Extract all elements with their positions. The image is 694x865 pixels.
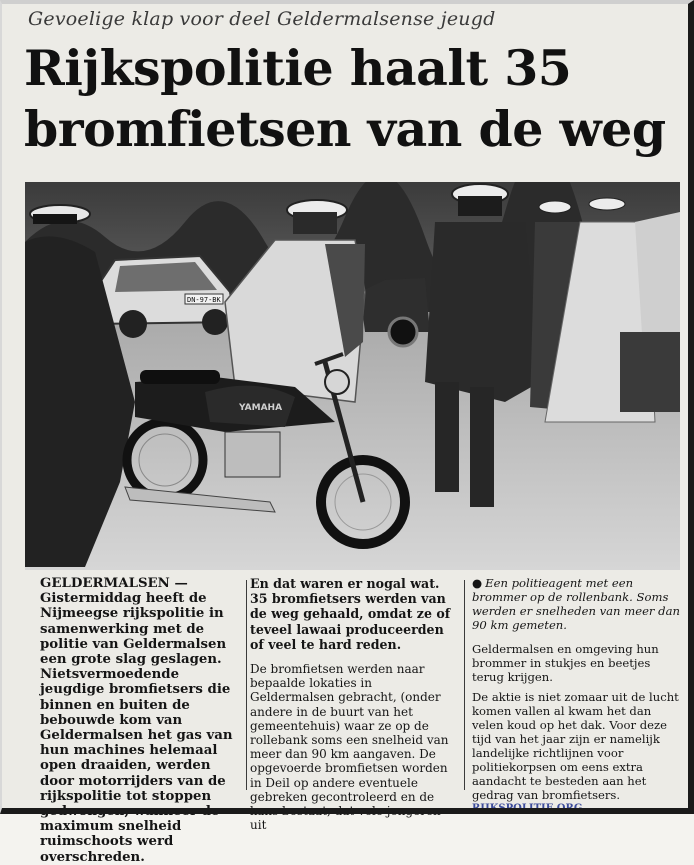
caption-marker: ● — [472, 576, 483, 590]
moped-brand-label: YAMAHA — [239, 403, 283, 413]
column-2-body: De bromfietsen werden naar bepaalde lokaties in Geldermalsen gebracht, (onder andere in de buurt van het gemeentehuis) waar ze op de rollebank soms een snelheid van meer dan 90 km aangaven. De opgevoerde bromfietsen worden in Deil op andere eventuele gebreken gecontroleerd en de kans bestaat, dat vele jongeren uit — [250, 662, 449, 833]
car-plate: DN-97-BK — [187, 296, 221, 304]
caption-text: Een politieagent met een brommer op de rollenbank. Soms werden er snelheden van meer dan 90 km gemeten. — [472, 576, 680, 632]
lead-paragraph: GELDERMALSEN — Gistermiddag heeft de Nijmeegse rijkspolitie in samenwerking met de politie van Geldermalsen een grote slag geslagen. Nietsvermoedende jeugdige bromfietsers die binnen en buiten de bebouwde kom van Geldermalsen het gas van hun machines helemaal open draaiden, werden door motorrijders van de rijkspolitie tot stoppen gedwongen, wanneer de maximum snelheid ruimschoots werd overschreden. — [40, 576, 233, 865]
column-3-paragraph-2: De aktie is niet zomaar uit de lucht komen vallen al kwam het dan velen koud op het dak. Voor deze tijd van het jaar zijn er namelijk landelijke richtlijnen voor politiekorpsen om eens extra aandacht te besteden aan het gedrag van bromfietsers. — [472, 690, 679, 802]
column-3-paragraph-1: Geldermalsen en omgeving hun brommer in stukjes en beetjes terug krijgen. — [472, 642, 659, 684]
article-kicker: Gevoelige klap voor deel Geldermalsense jeugd — [28, 8, 496, 30]
watermark-stamp: RIJKSPOLITIE.ORG — [472, 803, 583, 814]
column-2-lead: En dat waren er nogal wat. 35 bromfietsers werden van de weg gehaald, omdat ze of teveel lawaai produceerden of veel te hard reden. — [250, 576, 451, 652]
headline-line-2: bromfietsen van de weg — [24, 100, 666, 158]
headline-line-1: Rijkspolitie haalt 35 — [24, 39, 572, 97]
